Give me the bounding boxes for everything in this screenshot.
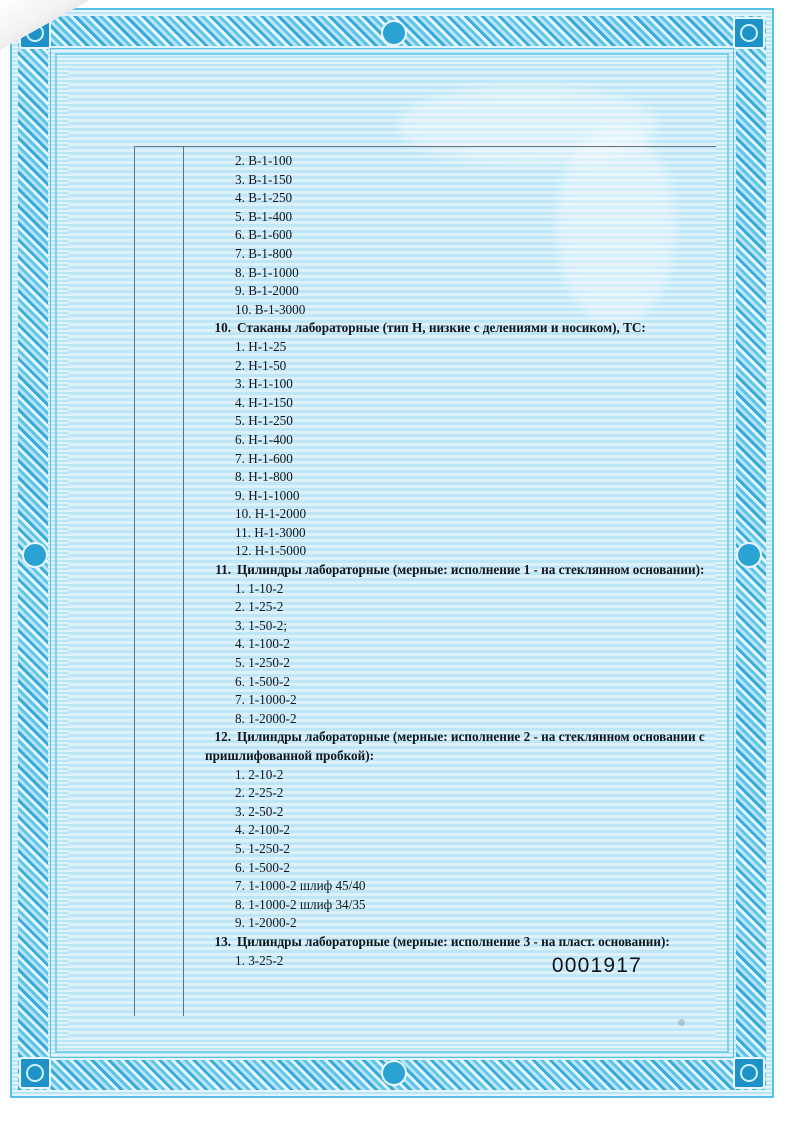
list-item: 12. Н-1-5000 [235, 543, 307, 559]
list-item-number: 12. [214, 729, 231, 745]
text-frame [134, 146, 716, 1016]
list-item: 4. 2-100-2 [235, 822, 290, 838]
list-item: 5. В-1-400 [235, 208, 293, 224]
list-item-number: 13. [214, 933, 231, 949]
corner-rosette-icon [733, 1057, 765, 1089]
edge-ornament-icon [381, 20, 407, 46]
list-item: 8. Н-1-800 [235, 469, 293, 485]
list-item: 7. 1-1000-2 [235, 692, 297, 708]
list-item: 6. В-1-600 [235, 227, 293, 243]
list-item-label: Цилиндры лабораторные (мерные: исполнение 2 - на стеклянном основании с пришлифованной пробкой): [205, 729, 705, 763]
list-item: 4. 1-100-2 [235, 636, 290, 652]
list-item: 3. В-1-150 [235, 171, 293, 187]
list-item: 2. 2-25-2 [235, 785, 284, 801]
edge-ornament-icon [381, 1060, 407, 1086]
list-item-number: 10. [214, 320, 231, 336]
list-item: 1. 2-10-2 [235, 766, 284, 782]
list-item: 2. В-1-100 [235, 153, 293, 168]
list-item: 2. Н-1-50 [235, 357, 287, 373]
list-item: 9. Н-1-1000 [235, 487, 300, 503]
corner-rosette-icon [733, 17, 765, 49]
list-item-label: Цилиндры лабораторные (мерные: исполнение 1 - на стеклянном основании): [237, 562, 705, 578]
list-item: 5. 1-250-2 [235, 655, 290, 671]
corner-rosette-icon [19, 1057, 51, 1089]
list-item-heading [193, 561, 716, 580]
list-item: 3. 1-50-2; [235, 617, 288, 633]
edge-ornament-icon [736, 542, 762, 568]
list-item-label: Цилиндры лабораторные (мерные: исполнение 3 - на пласт. основании): [237, 933, 670, 949]
certificate-frame [10, 8, 774, 1098]
list-item: 11. Н-1-3000 [235, 524, 306, 540]
list-item: 8. В-1-1000 [235, 264, 299, 280]
list-item: 3. 2-50-2 [235, 803, 284, 819]
serial-number: 0001917 [551, 954, 642, 977]
list-item: 5. Н-1-250 [235, 413, 293, 429]
list-item: 3. Н-1-100 [235, 376, 293, 392]
list-item: 7. В-1-800 [235, 245, 293, 261]
list-item: 7. Н-1-600 [235, 450, 293, 466]
edge-ornament-icon [22, 542, 48, 568]
list-item: 9. В-1-2000 [235, 283, 299, 299]
list-item: 1. Н-1-25 [235, 338, 287, 354]
document-content-area [68, 66, 716, 1040]
list-item: 6. Н-1-400 [235, 431, 293, 447]
list-item-heading [193, 319, 716, 338]
list-item: 4. Н-1-150 [235, 394, 293, 410]
list-item: 4. В-1-250 [235, 190, 293, 206]
list-item-heading [193, 933, 716, 952]
list-item: 10. Н-1-2000 [235, 506, 307, 522]
list-item: 10. В-1-3000 [235, 301, 306, 317]
list-item: 6. 1-500-2 [235, 859, 290, 875]
list-item: 8. 1-2000-2 [235, 710, 297, 726]
list-item: 5. 1-250-2 [235, 840, 290, 856]
list-item: 9. 1-2000-2 [235, 915, 297, 931]
list-item-label: Стаканы лабораторные (тип Н, низкие с делениями и носиком), ТС: [237, 320, 646, 336]
list-item-number: 11. [215, 562, 231, 578]
list-item: 2. 1-25-2 [235, 599, 284, 615]
list-item-heading [193, 728, 716, 765]
list-item: 1. 3-25-2 [235, 952, 284, 968]
list-item: 1. 1-10-2 [235, 580, 284, 596]
list-item: 6. 1-500-2 [235, 673, 290, 689]
list-item: 8. 1-1000-2 шлиф 34/35 [235, 896, 366, 912]
text-frame-inner-rule [183, 147, 184, 1016]
list-item: 7. 1-1000-2 шлиф 45/40 [235, 878, 366, 894]
equipment-list [193, 152, 716, 970]
paper-smudge [678, 1019, 685, 1026]
